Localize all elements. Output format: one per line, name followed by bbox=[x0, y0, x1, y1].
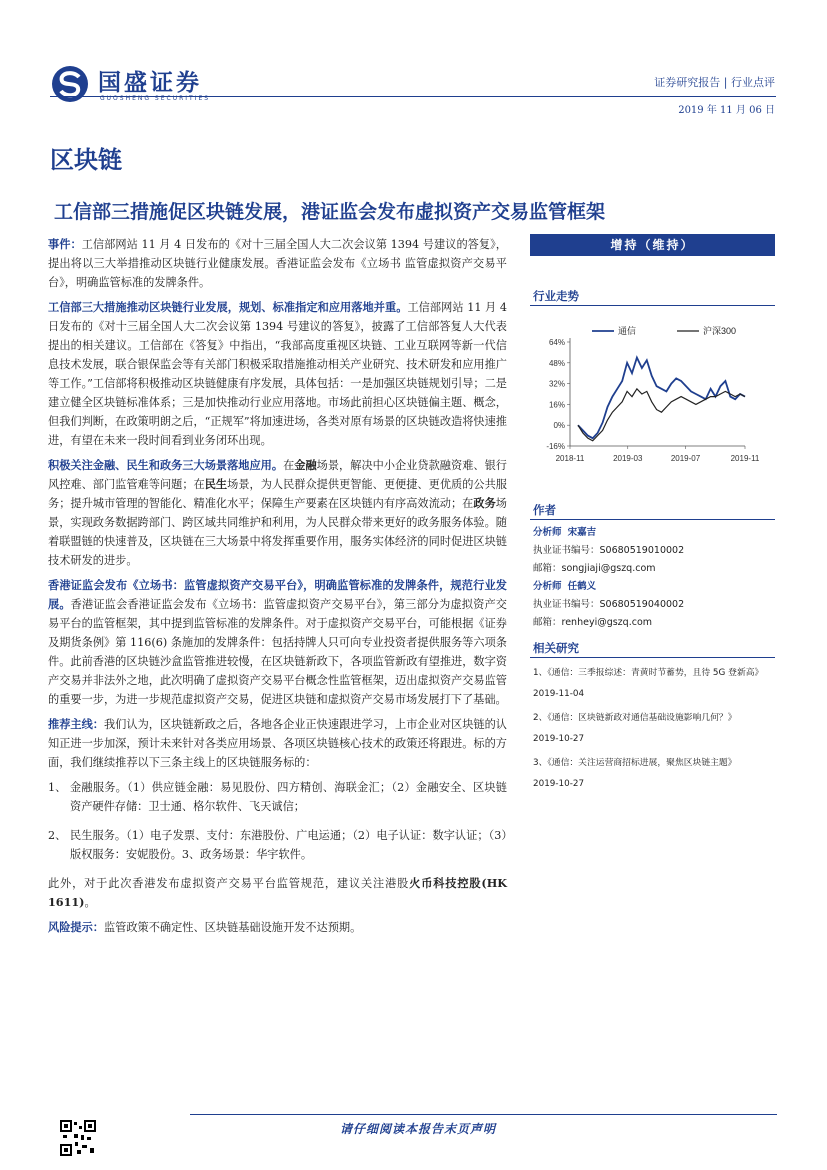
related-item-date: 2019-10-27 bbox=[533, 779, 585, 789]
analyst-name: 任鹤义 bbox=[567, 581, 597, 592]
list-item-number: 1、 bbox=[48, 781, 67, 794]
cert-label: 执业证书编号： bbox=[533, 599, 600, 610]
scenario-text-c: 场景，为人民群众提供更智能、更便捷、更优质的公共服务；提升城市管理的智能化、精准化水平；保障生产要素在区块链内有序高效流动；在 bbox=[48, 478, 507, 510]
analyst-divider bbox=[530, 519, 775, 520]
scenario-paragraph bbox=[48, 456, 507, 570]
event-lead: 事件： bbox=[48, 238, 82, 251]
header-divider bbox=[50, 96, 776, 97]
keyword-livelihood: 民生 bbox=[204, 477, 228, 491]
report-type: 证券研究报告 | 行业点评 bbox=[654, 76, 775, 89]
hk-text: 此外，对于此次香港发布虚拟资产交易平台监管规范，建议关注港股 bbox=[48, 877, 410, 890]
related-item-date: 2019-10-27 bbox=[533, 734, 585, 744]
analyst-email-link[interactable]: songjiaji@gszq.com bbox=[561, 563, 656, 574]
analyst-role: 分析师 bbox=[533, 581, 562, 592]
event-paragraph bbox=[48, 235, 507, 292]
trend-title: 行业走势 bbox=[533, 289, 579, 303]
risk-text: 监管政策不确定性、区块链基础设施开发不达预期。 bbox=[103, 921, 362, 934]
qr-code-icon bbox=[60, 1120, 96, 1156]
y-tick-label: 64% bbox=[548, 338, 565, 347]
risk-paragraph bbox=[48, 918, 507, 937]
footer-divider bbox=[190, 1114, 777, 1115]
report-body bbox=[48, 235, 507, 943]
miit-text: 工信部网站 11 月 4 日发布的《对十三届全国人大二次会议第 1394 号建议的答复》，披露了工信部答复人大代表提出的相关建议。工信部在《答复》中指出，“我部高度重视区块链、工业互联网等新一代信息技术发展，联合银保监会等有关部门积极采取措施推动相关产业研究、技术研发和应用推广等工作。”工信部将积极推动区块链健康有序发展，具体包括：一是加强区块链规划引导；二是建立健全区块链标准体系；三是加快推动行业应用落地。市场此前担心区块链偏主题、概念，但我们判断，在政策明朗之后，“正规军”将加速进场，各类对原有场景的区块链改造将快速推进，有望在未来一段时间看到业务闭环出现。 bbox=[48, 301, 507, 447]
x-tick-label: 2019-03 bbox=[613, 454, 643, 463]
legend-label: 沪深300 bbox=[703, 326, 737, 336]
hk-ticker: 火币科技控股(HK 1611) bbox=[48, 876, 507, 909]
scenario-text-a: 在 bbox=[283, 459, 295, 472]
recommend-paragraph bbox=[48, 715, 507, 772]
keyword-finance: 金融 bbox=[294, 458, 317, 472]
series-line-telecom bbox=[578, 358, 745, 439]
y-tick-label: 16% bbox=[548, 400, 565, 410]
analyst-name-row bbox=[533, 524, 776, 542]
sfc-text: 香港证监会香港证监会发布《立场书：监管虚拟资产交易平台》，第三部分为虚拟资产交易平台的监管框架，其中提到监管标准的发牌条件。对于虚拟资产交易平台，可能根据《证券及期货条例》第 116(6) 条施加的发牌条件：包括持牌人只可向专业投资者提供服务等六项条件。此前香港的区块链沙盒监管推进较慢，在区块链新政下，各项监管新政有望推进，数字资产交易并非法外之地，此次明确了虚拟资产交易平台概念性监管框架，迈出虚拟资产交易监管的重要一步，为进一步规范虚拟资产交易，促进区块链和虚拟资产交易市场发展打下了基础。 bbox=[48, 598, 507, 706]
list-item bbox=[48, 778, 507, 816]
analyst-email-link[interactable]: renheyi@gszq.com bbox=[561, 617, 653, 628]
y-tick-label: 32% bbox=[548, 379, 565, 389]
series-line-csi300 bbox=[578, 389, 745, 441]
related-item[interactable] bbox=[533, 708, 776, 750]
y-tick-label: 48% bbox=[548, 358, 565, 368]
sfc-paragraph bbox=[48, 576, 507, 709]
analyst-list bbox=[533, 524, 776, 632]
report-title: 工信部三措施促区块链发展，港证监会发布虚拟资产交易监管框架 bbox=[54, 201, 606, 223]
analyst-name-row bbox=[533, 578, 776, 596]
related-item[interactable] bbox=[533, 753, 776, 795]
sfc-lead: 香港证监会发布《立场书：监管虚拟资产交易平台》，明确监管标准的发牌条件，规范行业发展。 bbox=[48, 579, 507, 611]
miit-lead: 工信部三大措施推动区块链行业发展，规划、标准指定和应用落地并重。 bbox=[48, 301, 408, 314]
sector-title: 区块链 bbox=[50, 146, 122, 174]
analyst-cert-row bbox=[533, 596, 776, 614]
related-item-title: 2、《通信：区块链新政对通信基础设施影响几何？》 bbox=[533, 713, 737, 723]
related-title: 相关研究 bbox=[533, 641, 579, 655]
list-item-text: 金融服务。（1）供应链金融：易见股份、四方精创、海联金汇；（2）金融安全、区块链资产硬件存储：卫士通、格尔软件、飞天诚信； bbox=[70, 781, 507, 813]
analyst-email-row bbox=[533, 614, 776, 632]
company-logo-icon bbox=[50, 64, 90, 104]
analyst-role: 分析师 bbox=[533, 527, 562, 538]
x-tick-label: 2018-11 bbox=[555, 454, 585, 463]
miit-paragraph bbox=[48, 298, 507, 450]
related-item-title: 1、《通信：三季报综述：青黄时节蓄势，且待 5G 登新高》 bbox=[533, 668, 764, 678]
list-item-number: 2、 bbox=[48, 829, 67, 842]
x-tick-label: 2019-07 bbox=[670, 454, 701, 463]
event-text: 工信部网站 11 月 4 日发布的《对十三届全国人大二次会议第 1394 号建议的答复》，提出将以三大举措推动区块链行业健康发展。香港证监会发布《立场书 监管虚拟资产交易平台》，明确监管标准的发牌条件。 bbox=[48, 238, 507, 289]
cert-label: 执业证书编号： bbox=[533, 545, 600, 556]
hk-end: 。 bbox=[84, 896, 96, 909]
trend-divider bbox=[530, 305, 775, 306]
analyst-cert-row bbox=[533, 542, 776, 560]
related-item[interactable] bbox=[533, 663, 776, 705]
footer-disclaimer: 请仔细阅读本报告末页声明 bbox=[340, 1122, 497, 1136]
list-item-text: 民生服务。（1）电子发票、支付：东港股份、广电运通；（2）电子认证：数字认证；（3）版权服务：安妮股份。3、政务场景：华宇软件。 bbox=[70, 829, 507, 861]
recommend-text: 我们认为，区块链新政之后，各地各企业正快速跟进学习，上市企业对区块链的认知正进一步加深，预计未来针对各类应用场景、各项区块链核心技术的政策还将跟进。标的方面，我们继续推荐以下三条主线上的区块链服务标的： bbox=[48, 718, 507, 769]
scenario-text-d: 场景，实现政务数据跨部门、跨区域共同维护和利用，为人民群众带来更好的政务服务体验。随着联盟链的快速普及，区块链在三大场景中将发挥重要作用，服务实体经济的同时促进区块链技术研发的进步。 bbox=[48, 497, 507, 567]
trend-chart bbox=[530, 320, 780, 470]
report-date: 2019 年 11 月 06 日 bbox=[678, 105, 775, 116]
company-name-cn: 国盛证券 bbox=[98, 70, 202, 96]
related-item-title: 3、《通信：关注运营商招标进展，聚焦区块链主题》 bbox=[533, 758, 737, 768]
analyst-name: 宋嘉吉 bbox=[567, 527, 597, 538]
email-label: 邮箱： bbox=[533, 563, 562, 574]
keyword-government: 政务 bbox=[473, 496, 496, 510]
recommend-lead: 推荐主线： bbox=[48, 718, 104, 731]
related-item-date: 2019-11-04 bbox=[533, 689, 585, 699]
x-tick-label: 2019-11 bbox=[730, 454, 760, 463]
rating-badge: 增持（维持） bbox=[530, 234, 775, 256]
related-list bbox=[533, 663, 776, 798]
related-divider bbox=[530, 657, 775, 658]
email-label: 邮箱： bbox=[533, 617, 562, 628]
analyst-email-row bbox=[533, 560, 776, 578]
cert-number: S0680519040002 bbox=[599, 599, 685, 610]
scenario-text-b: 场景，解决中小企业贷款融资难、银行风控难、部门监管难等问题；在 bbox=[48, 459, 507, 491]
company-name-en: GUOSHENG SECURITIES bbox=[100, 95, 211, 102]
hk-paragraph bbox=[48, 874, 507, 912]
y-tick-label: 0% bbox=[553, 421, 565, 431]
cert-number: S0680519010002 bbox=[599, 545, 685, 556]
y-tick-label: -16% bbox=[546, 442, 565, 451]
list-item bbox=[48, 826, 507, 864]
scenario-lead: 积极关注金融、民生和政务三大场景落地应用。 bbox=[48, 459, 284, 472]
analyst-title: 作者 bbox=[533, 503, 556, 517]
legend-label: 通信 bbox=[618, 326, 637, 336]
risk-lead: 风险提示： bbox=[48, 921, 104, 934]
